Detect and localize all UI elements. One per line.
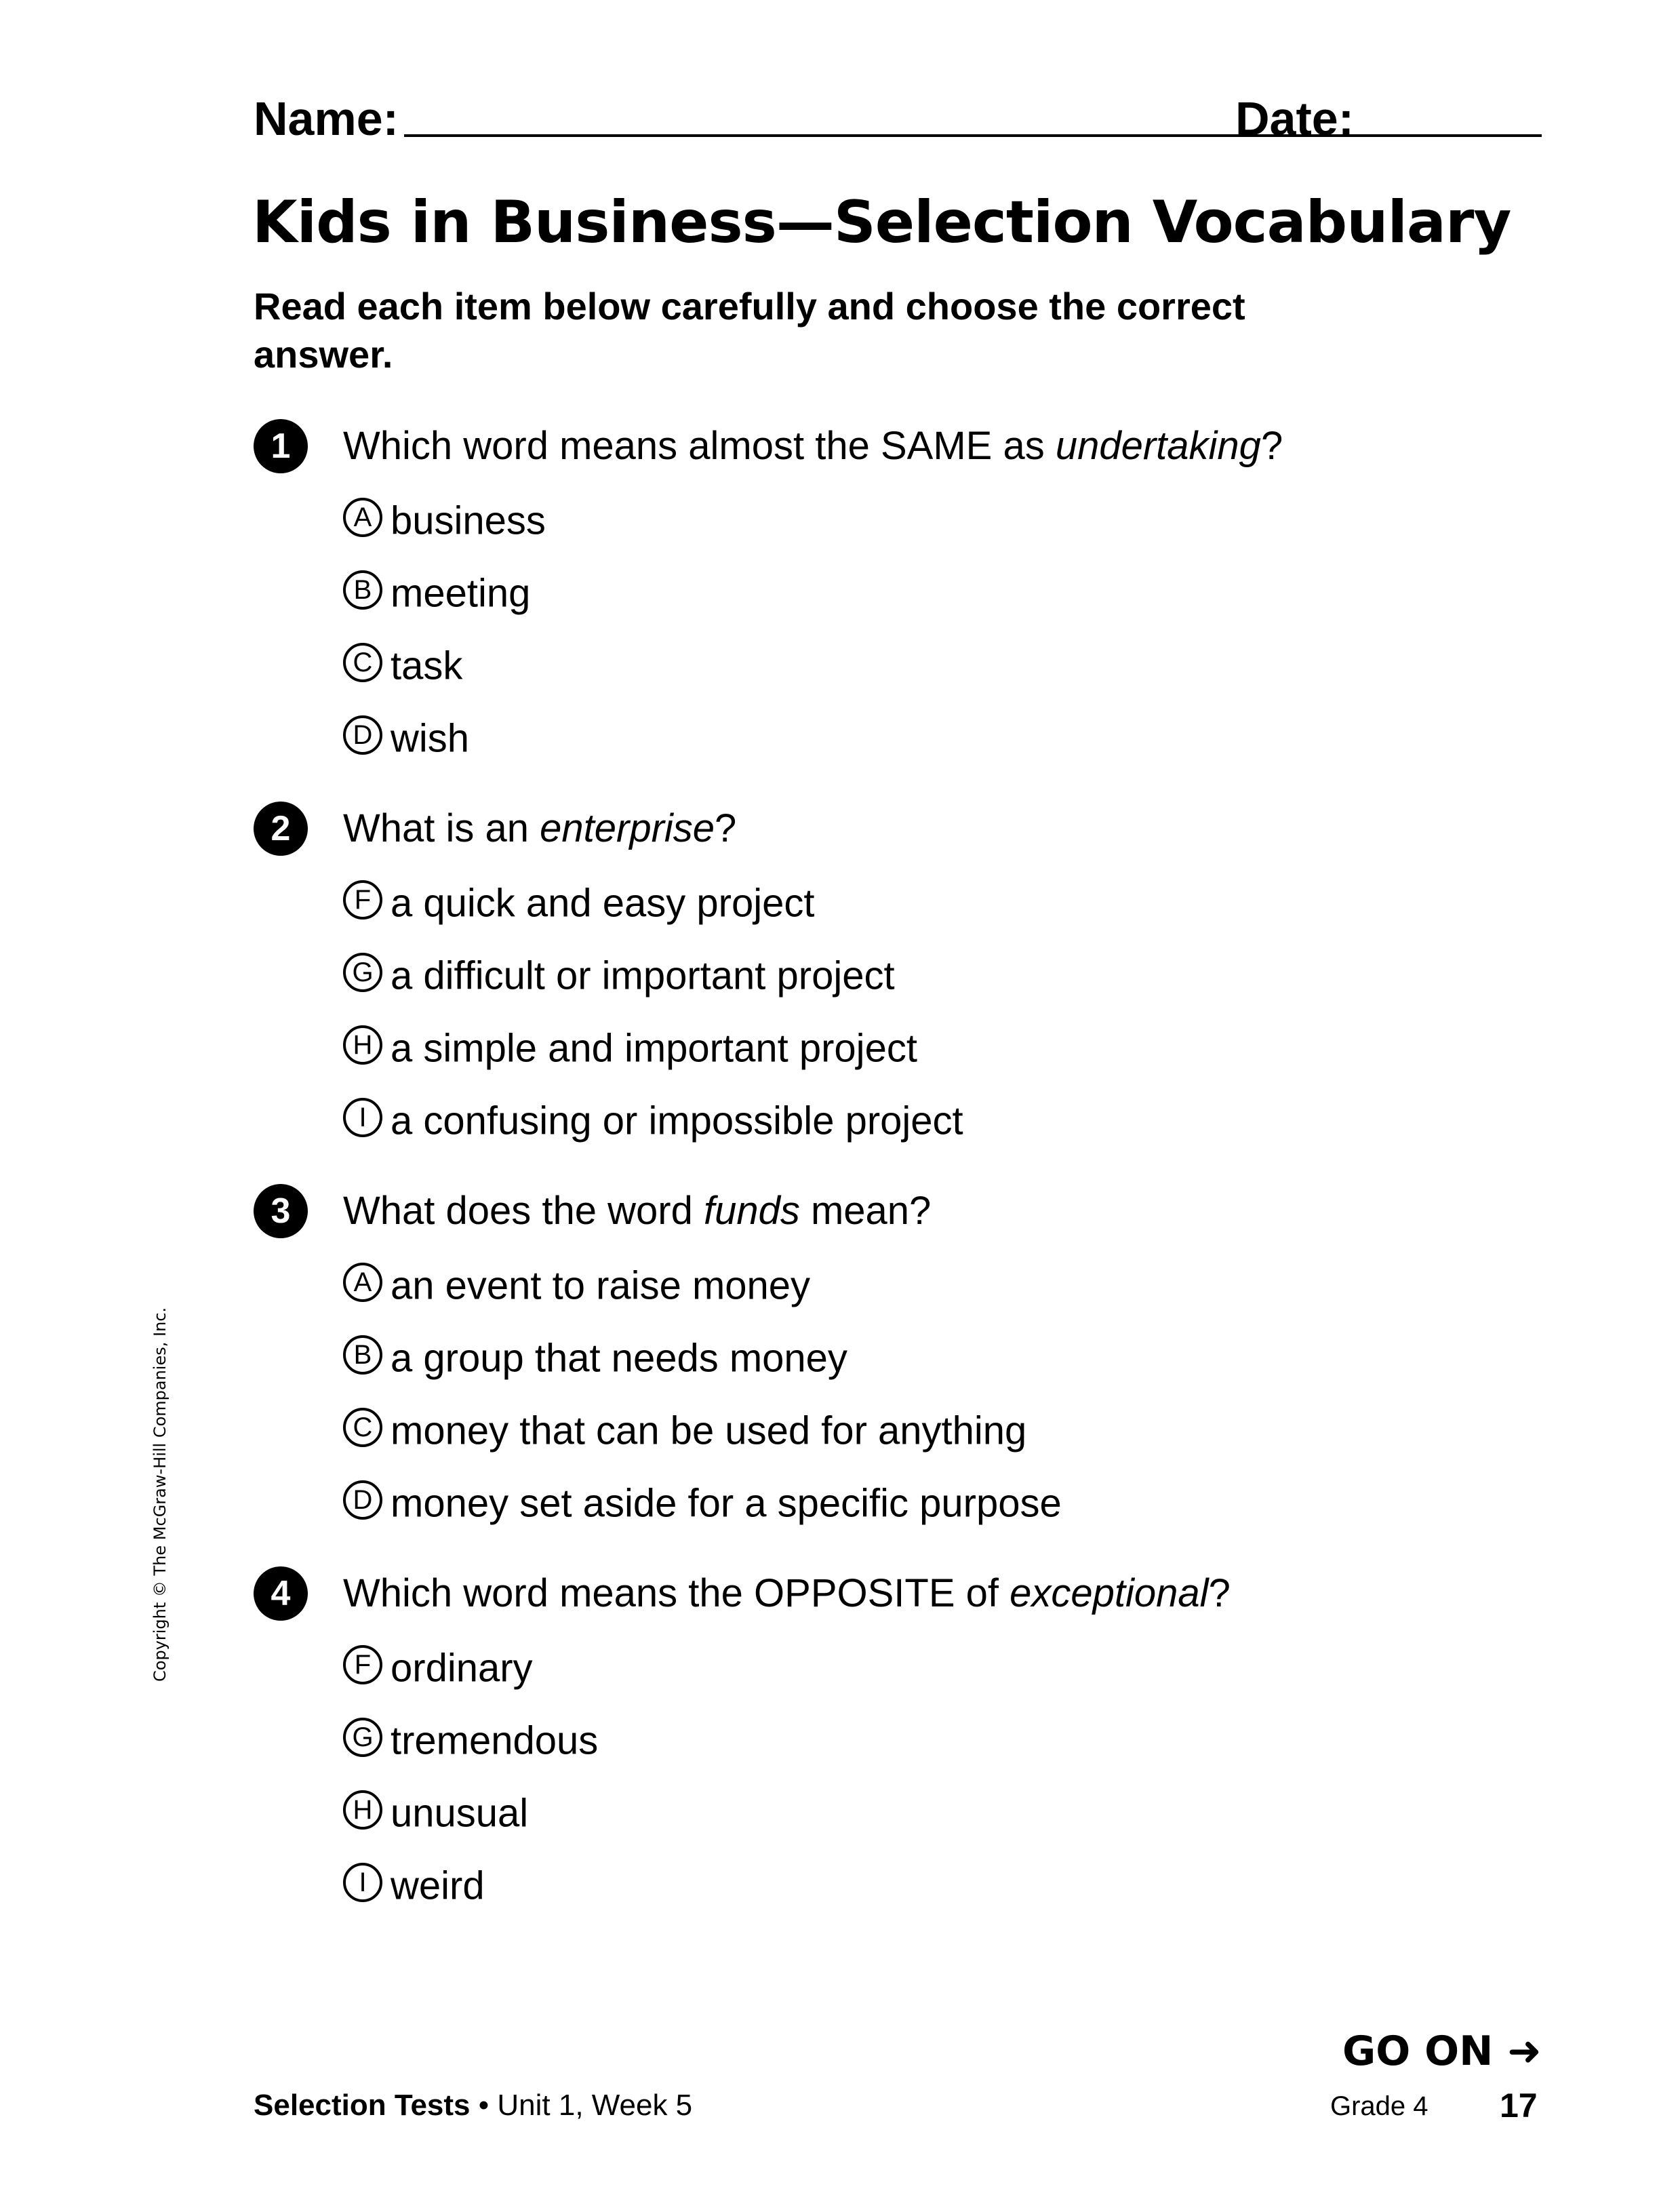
answer-option[interactable]: [343, 564, 530, 618]
answer-option[interactable]: [343, 709, 469, 764]
answer-option[interactable]: [343, 1092, 963, 1146]
vocabulary-term: funds: [703, 1189, 800, 1233]
answer-bubble[interactable]: F: [343, 1645, 382, 1684]
answer-option[interactable]: [343, 1019, 917, 1073]
question-text: Which word means the OPPOSITE of exceptional?: [343, 1571, 1231, 1615]
footer-series: Selection Tests • Unit 1, Week 5: [254, 2089, 693, 2122]
answer-option[interactable]: [343, 1712, 598, 1766]
header-row: [254, 88, 1542, 149]
answer-option[interactable]: [343, 492, 546, 546]
answer-text: money that can be used for anything: [391, 1408, 1027, 1453]
answer-bubble[interactable]: G: [343, 1718, 382, 1757]
answer-option[interactable]: [343, 874, 814, 928]
answer-bubble[interactable]: D: [343, 1480, 382, 1520]
answer-option[interactable]: [343, 1784, 528, 1838]
answer-text: wish: [391, 716, 470, 761]
answer-text: business: [391, 498, 546, 543]
date-label: Date:: [1235, 92, 1355, 145]
answer-text: weird: [391, 1863, 485, 1908]
vocabulary-term: undertaking: [1055, 424, 1261, 468]
answer-text: a quick and easy project: [391, 881, 815, 926]
page-number: 17: [1500, 2087, 1538, 2125]
answer-text: a simple and important project: [391, 1026, 917, 1071]
answer-text: a difficult or important project: [391, 953, 895, 998]
answer-bubble[interactable]: I: [343, 1098, 382, 1137]
question-number: 4: [254, 1566, 308, 1621]
answer-bubble[interactable]: B: [343, 1335, 382, 1375]
footer-grade: Grade 4: [1330, 2091, 1429, 2121]
answer-text: task: [391, 644, 463, 688]
date-field[interactable]: [1359, 134, 1542, 137]
answer-bubble[interactable]: H: [343, 1790, 382, 1830]
question-text: What is an enterprise?: [343, 806, 737, 850]
answer-bubble[interactable]: F: [343, 880, 382, 920]
question-number: 3: [254, 1184, 308, 1238]
answer-text: an event to raise money: [391, 1263, 811, 1308]
answer-option[interactable]: [343, 1257, 810, 1311]
question-text: What does the word funds mean?: [343, 1189, 932, 1233]
answer-option[interactable]: [343, 637, 462, 691]
answer-bubble[interactable]: C: [343, 643, 382, 682]
answer-bubble[interactable]: C: [343, 1408, 382, 1447]
answer-text: meeting: [391, 571, 531, 616]
answer-text: a confusing or impossible project: [391, 1099, 963, 1143]
answer-option[interactable]: [343, 1329, 847, 1383]
answer-bubble[interactable]: A: [343, 1263, 382, 1302]
answer-bubble[interactable]: D: [343, 715, 382, 755]
answer-text: ordinary: [391, 1646, 533, 1691]
answer-bubble[interactable]: G: [343, 953, 382, 992]
answer-bubble[interactable]: B: [343, 570, 382, 610]
answer-text: money set aside for a specific purpose: [391, 1481, 1062, 1526]
answer-option[interactable]: [343, 947, 895, 1001]
answer-text: tremendous: [391, 1718, 599, 1763]
vocabulary-term: enterprise: [540, 806, 715, 850]
name-label: Name:: [254, 92, 399, 145]
answer-option[interactable]: [343, 1474, 1062, 1528]
go-on-label: GO ON ➜: [1342, 2028, 1542, 2075]
copyright-notice: Copyright © The McGraw-Hill Companies, Inc.: [151, 1307, 169, 1682]
question-number: 1: [254, 419, 308, 473]
page-title: Kids in Business—Selection Vocabulary: [252, 189, 1511, 256]
answer-text: a group that needs money: [391, 1336, 847, 1381]
answer-option[interactable]: [343, 1857, 485, 1911]
answer-option[interactable]: [343, 1402, 1026, 1456]
answer-bubble[interactable]: A: [343, 498, 382, 537]
instructions: Read each item below carefully and choose the correct answer.: [254, 285, 1245, 376]
vocabulary-term: exceptional: [1010, 1571, 1209, 1615]
answer-bubble[interactable]: H: [343, 1025, 382, 1065]
question-number: 2: [254, 802, 308, 856]
question-text: Which word means almost the SAME as undertaking?: [343, 424, 1283, 468]
answer-bubble[interactable]: I: [343, 1863, 382, 1902]
answer-option[interactable]: [343, 1639, 533, 1693]
answer-text: unusual: [391, 1791, 529, 1836]
